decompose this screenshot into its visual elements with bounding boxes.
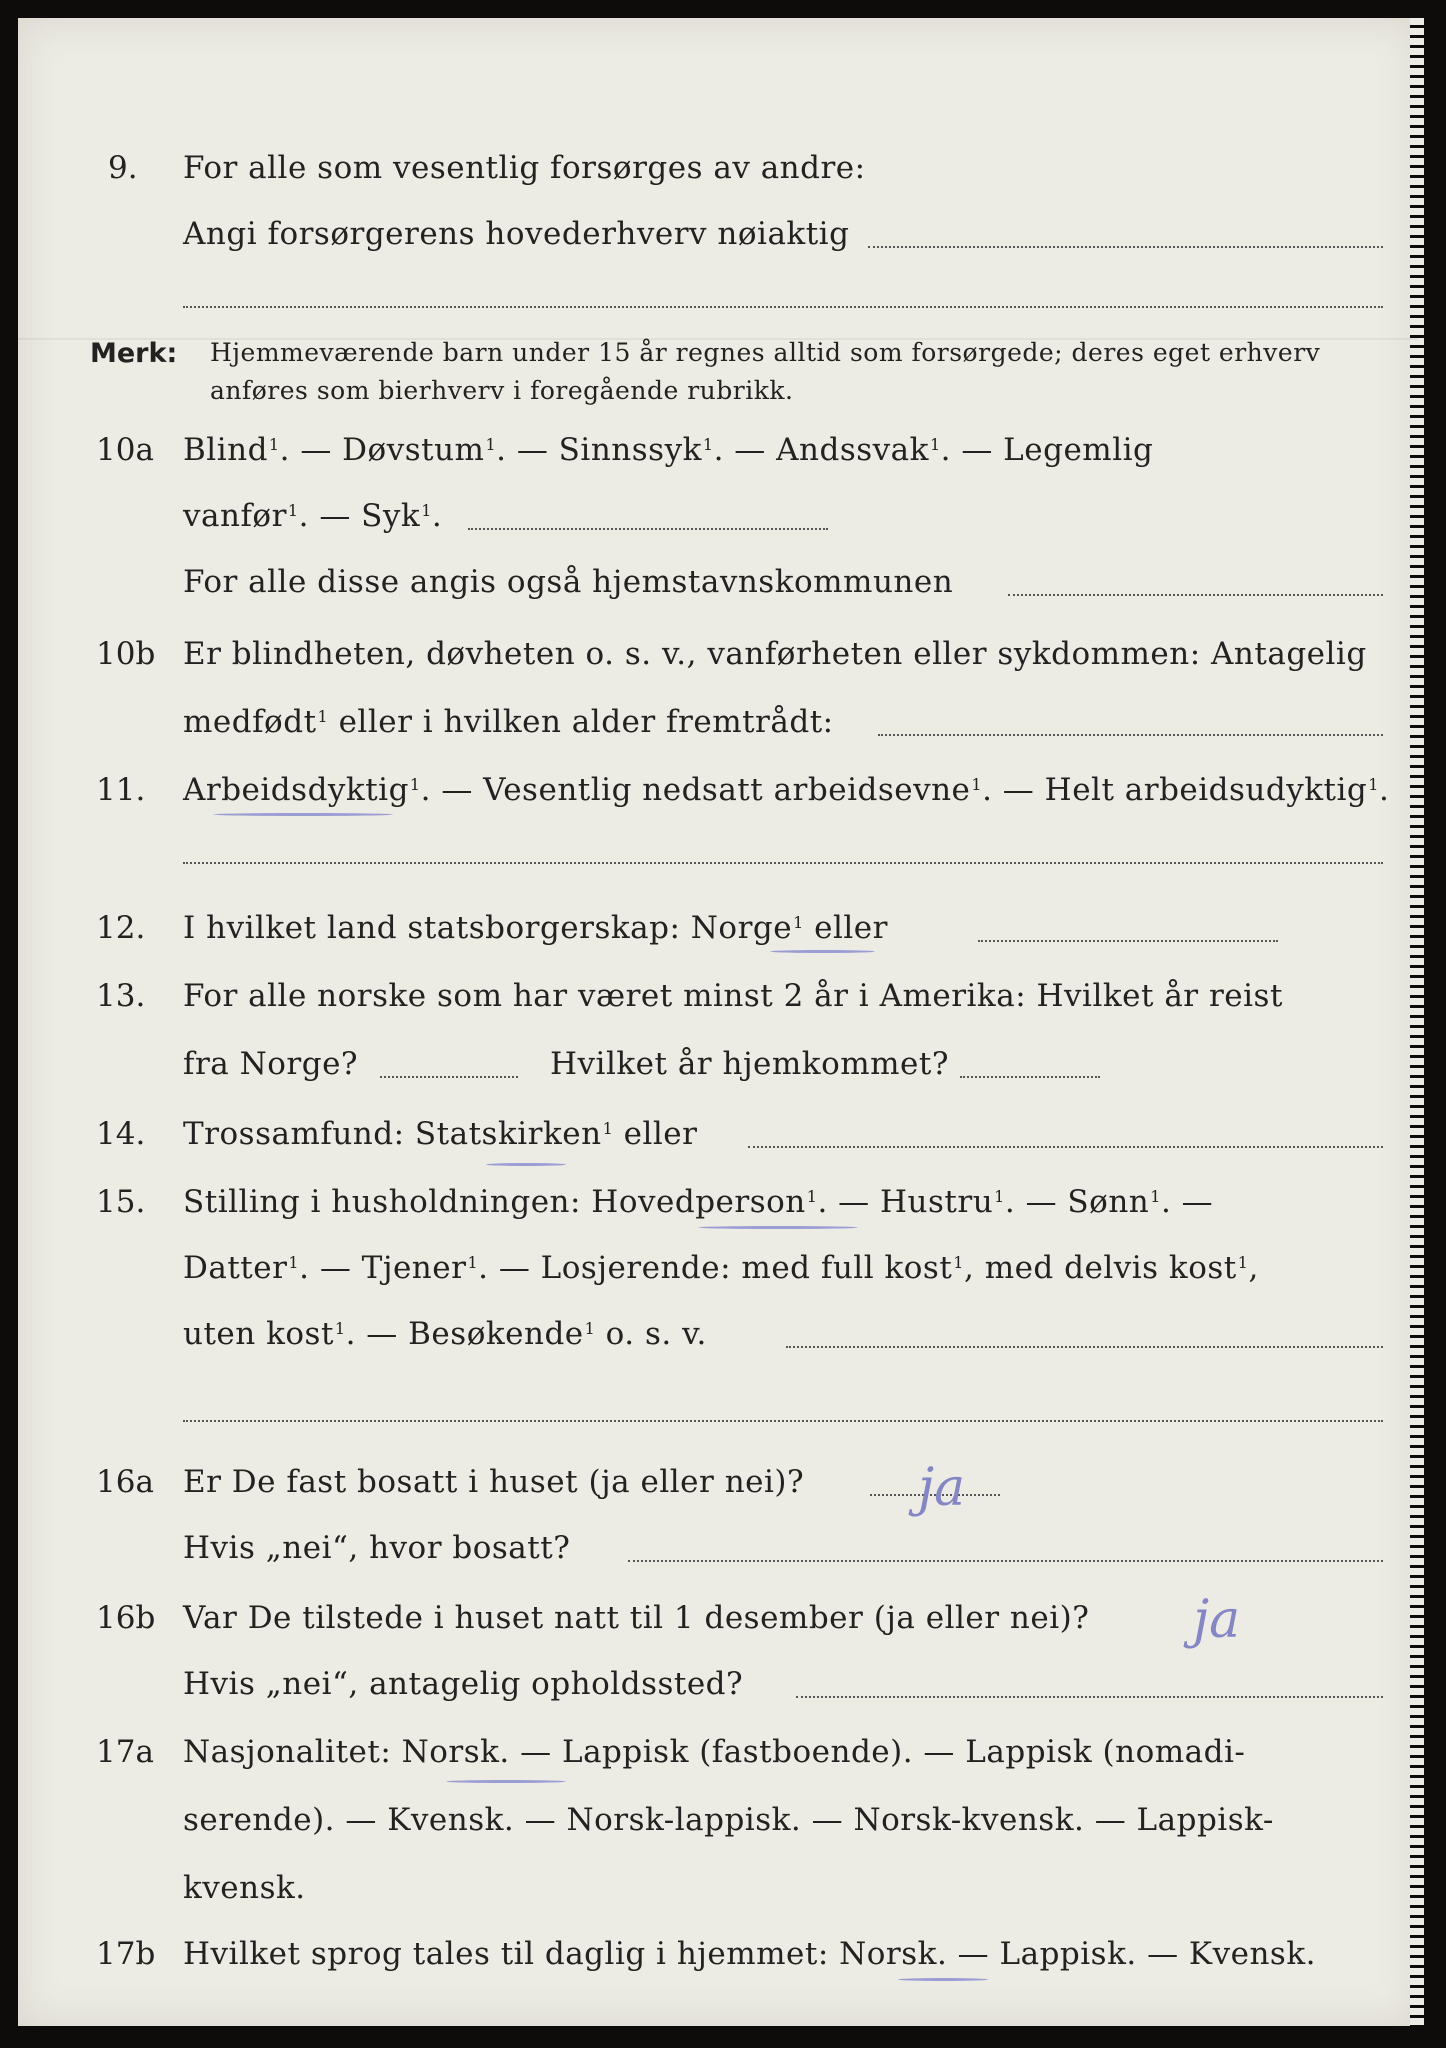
- q12-answer-underline: [770, 950, 875, 953]
- q17b-line1: Hvilket sprog tales til daglig i hjemmet: Norsk. — Lappisk. — Kvensk.: [183, 1936, 1316, 1972]
- q16a-number: 16a: [96, 1464, 154, 1500]
- q9-line1: For alle som vesentlig forsørges av andre:: [183, 150, 866, 186]
- q13-reist-field[interactable]: [380, 1076, 518, 1078]
- census-form-page: [18, 18, 1418, 2026]
- q12-line1: I hvilket land statsborgerskap: Norge$^1$ eller: [183, 910, 888, 946]
- q10a-line3: For alle disse angis også hjemstavnskommunen: [183, 564, 954, 600]
- q16b-handwritten-answer: ja: [1193, 1590, 1241, 1650]
- q14-number: 14.: [96, 1116, 146, 1152]
- q16a-line1: Er De fast bosatt i huset (ja eller nei)?: [183, 1464, 805, 1500]
- q16a-line2: Hvis „nei“, hvor bosatt?: [183, 1530, 571, 1566]
- q10a-number: 10a: [96, 432, 154, 468]
- q11-number: 11.: [96, 772, 146, 808]
- q10b-line1: Er blindheten, døvheten o. s. v., vanførheten eller sykdommen: Antagelig: [183, 636, 1367, 672]
- q16a-bosatt-field[interactable]: [628, 1560, 1383, 1562]
- merk-label: Merk:: [90, 338, 178, 369]
- q17a-number: 17a: [96, 1734, 154, 1770]
- merk-line2: anføres som bierhverv i foregående rubrikk.: [210, 376, 794, 405]
- q16b-line1: Var De tilstede i huset natt til 1 desember (ja eller nei)?: [183, 1600, 1090, 1636]
- perforated-edge: [1410, 18, 1424, 2026]
- q13-number: 13.: [96, 978, 146, 1014]
- q13-line2a: fra Norge?: [183, 1046, 359, 1082]
- q9-number: 9.: [108, 150, 138, 186]
- q15-number: 15.: [96, 1184, 146, 1220]
- q17a-line2: serende). — Kvensk. — Norsk-lappisk. — Norsk-kvensk. — Lappisk-: [183, 1802, 1274, 1838]
- q14-line1: Trossamfund: Statskirken$^1$ eller: [183, 1116, 698, 1152]
- q15-answer-field[interactable]: [786, 1346, 1383, 1348]
- q10b-answer-field[interactable]: [878, 734, 1383, 736]
- q11-answer-underline: [213, 813, 393, 816]
- q11-line1: Arbeidsdyktig$^1$. — Vesentlig nedsatt arbeidsevne$^1$. — Helt arbeidsudyktig$^1$.: [183, 772, 1390, 808]
- q15-line2: Datter$^1$. — Tjener$^1$. — Losjerende: med full kost$^1$, med delvis kost$^1$,: [183, 1250, 1259, 1286]
- q13-hjemkommet-field[interactable]: [960, 1076, 1100, 1078]
- q10a-hjemstavn-field[interactable]: [1008, 594, 1383, 596]
- q16b-opholdssted-field[interactable]: [796, 1696, 1383, 1698]
- merk-line1: Hjemmeværende barn under 15 år regnes alltid som forsørgede; deres eget erhverv: [210, 338, 1321, 367]
- q9-answer-field[interactable]: [868, 246, 1383, 248]
- q10b-line2: medfødt$^1$ eller i hvilken alder fremtrådt:: [183, 704, 834, 740]
- q17a-line3: kvensk.: [183, 1870, 306, 1906]
- q16b-line2: Hvis „nei“, antagelig opholdssted?: [183, 1666, 744, 1702]
- q17b-answer-underline: [898, 1978, 988, 1981]
- q11-answer-field[interactable]: [183, 862, 1383, 864]
- q15-line1: Stilling i husholdningen: Hovedperson$^1$. — Hustru$^1$. — Sønn$^1$. —: [183, 1184, 1214, 1220]
- q13-line2b: Hvilket år hjemkommet?: [550, 1046, 949, 1082]
- q10b-number: 10b: [96, 636, 156, 672]
- q17a-answer-underline: [446, 1780, 566, 1783]
- q9-line2: Angi forsørgerens hovederhverv nøiaktig: [183, 216, 850, 252]
- q17b-number: 17b: [96, 1936, 156, 1972]
- q14-answer-underline: [486, 1163, 566, 1166]
- q15-answer-underline: [698, 1226, 858, 1229]
- q15-line3: uten kost$^1$. — Besøkende$^1$ o. s. v.: [183, 1316, 707, 1352]
- q17a-line1: Nasjonalitet: Norsk. — Lappisk (fastboende). — Lappisk (nomadi-: [183, 1734, 1246, 1770]
- q16b-number: 16b: [96, 1600, 156, 1636]
- q13-line1: For alle norske som har været minst 2 år i Amerika: Hvilket år reist: [183, 978, 1283, 1014]
- q10a-line1: Blind$^1$. — Døvstum$^1$. — Sinnssyk$^1$. — Andssvak$^1$. — Legemlig: [183, 432, 1154, 468]
- q14-answer-field[interactable]: [748, 1146, 1383, 1148]
- q12-answer-field[interactable]: [978, 940, 1278, 942]
- q10a-line2: vanfør$^1$. — Syk$^1$.: [183, 498, 443, 534]
- q15-extra-line[interactable]: [183, 1420, 1383, 1422]
- q16a-handwritten-answer: ja: [918, 1458, 966, 1518]
- q12-number: 12.: [96, 910, 146, 946]
- q10a-answer-field[interactable]: [468, 528, 828, 530]
- q9-extra-line[interactable]: [183, 306, 1383, 308]
